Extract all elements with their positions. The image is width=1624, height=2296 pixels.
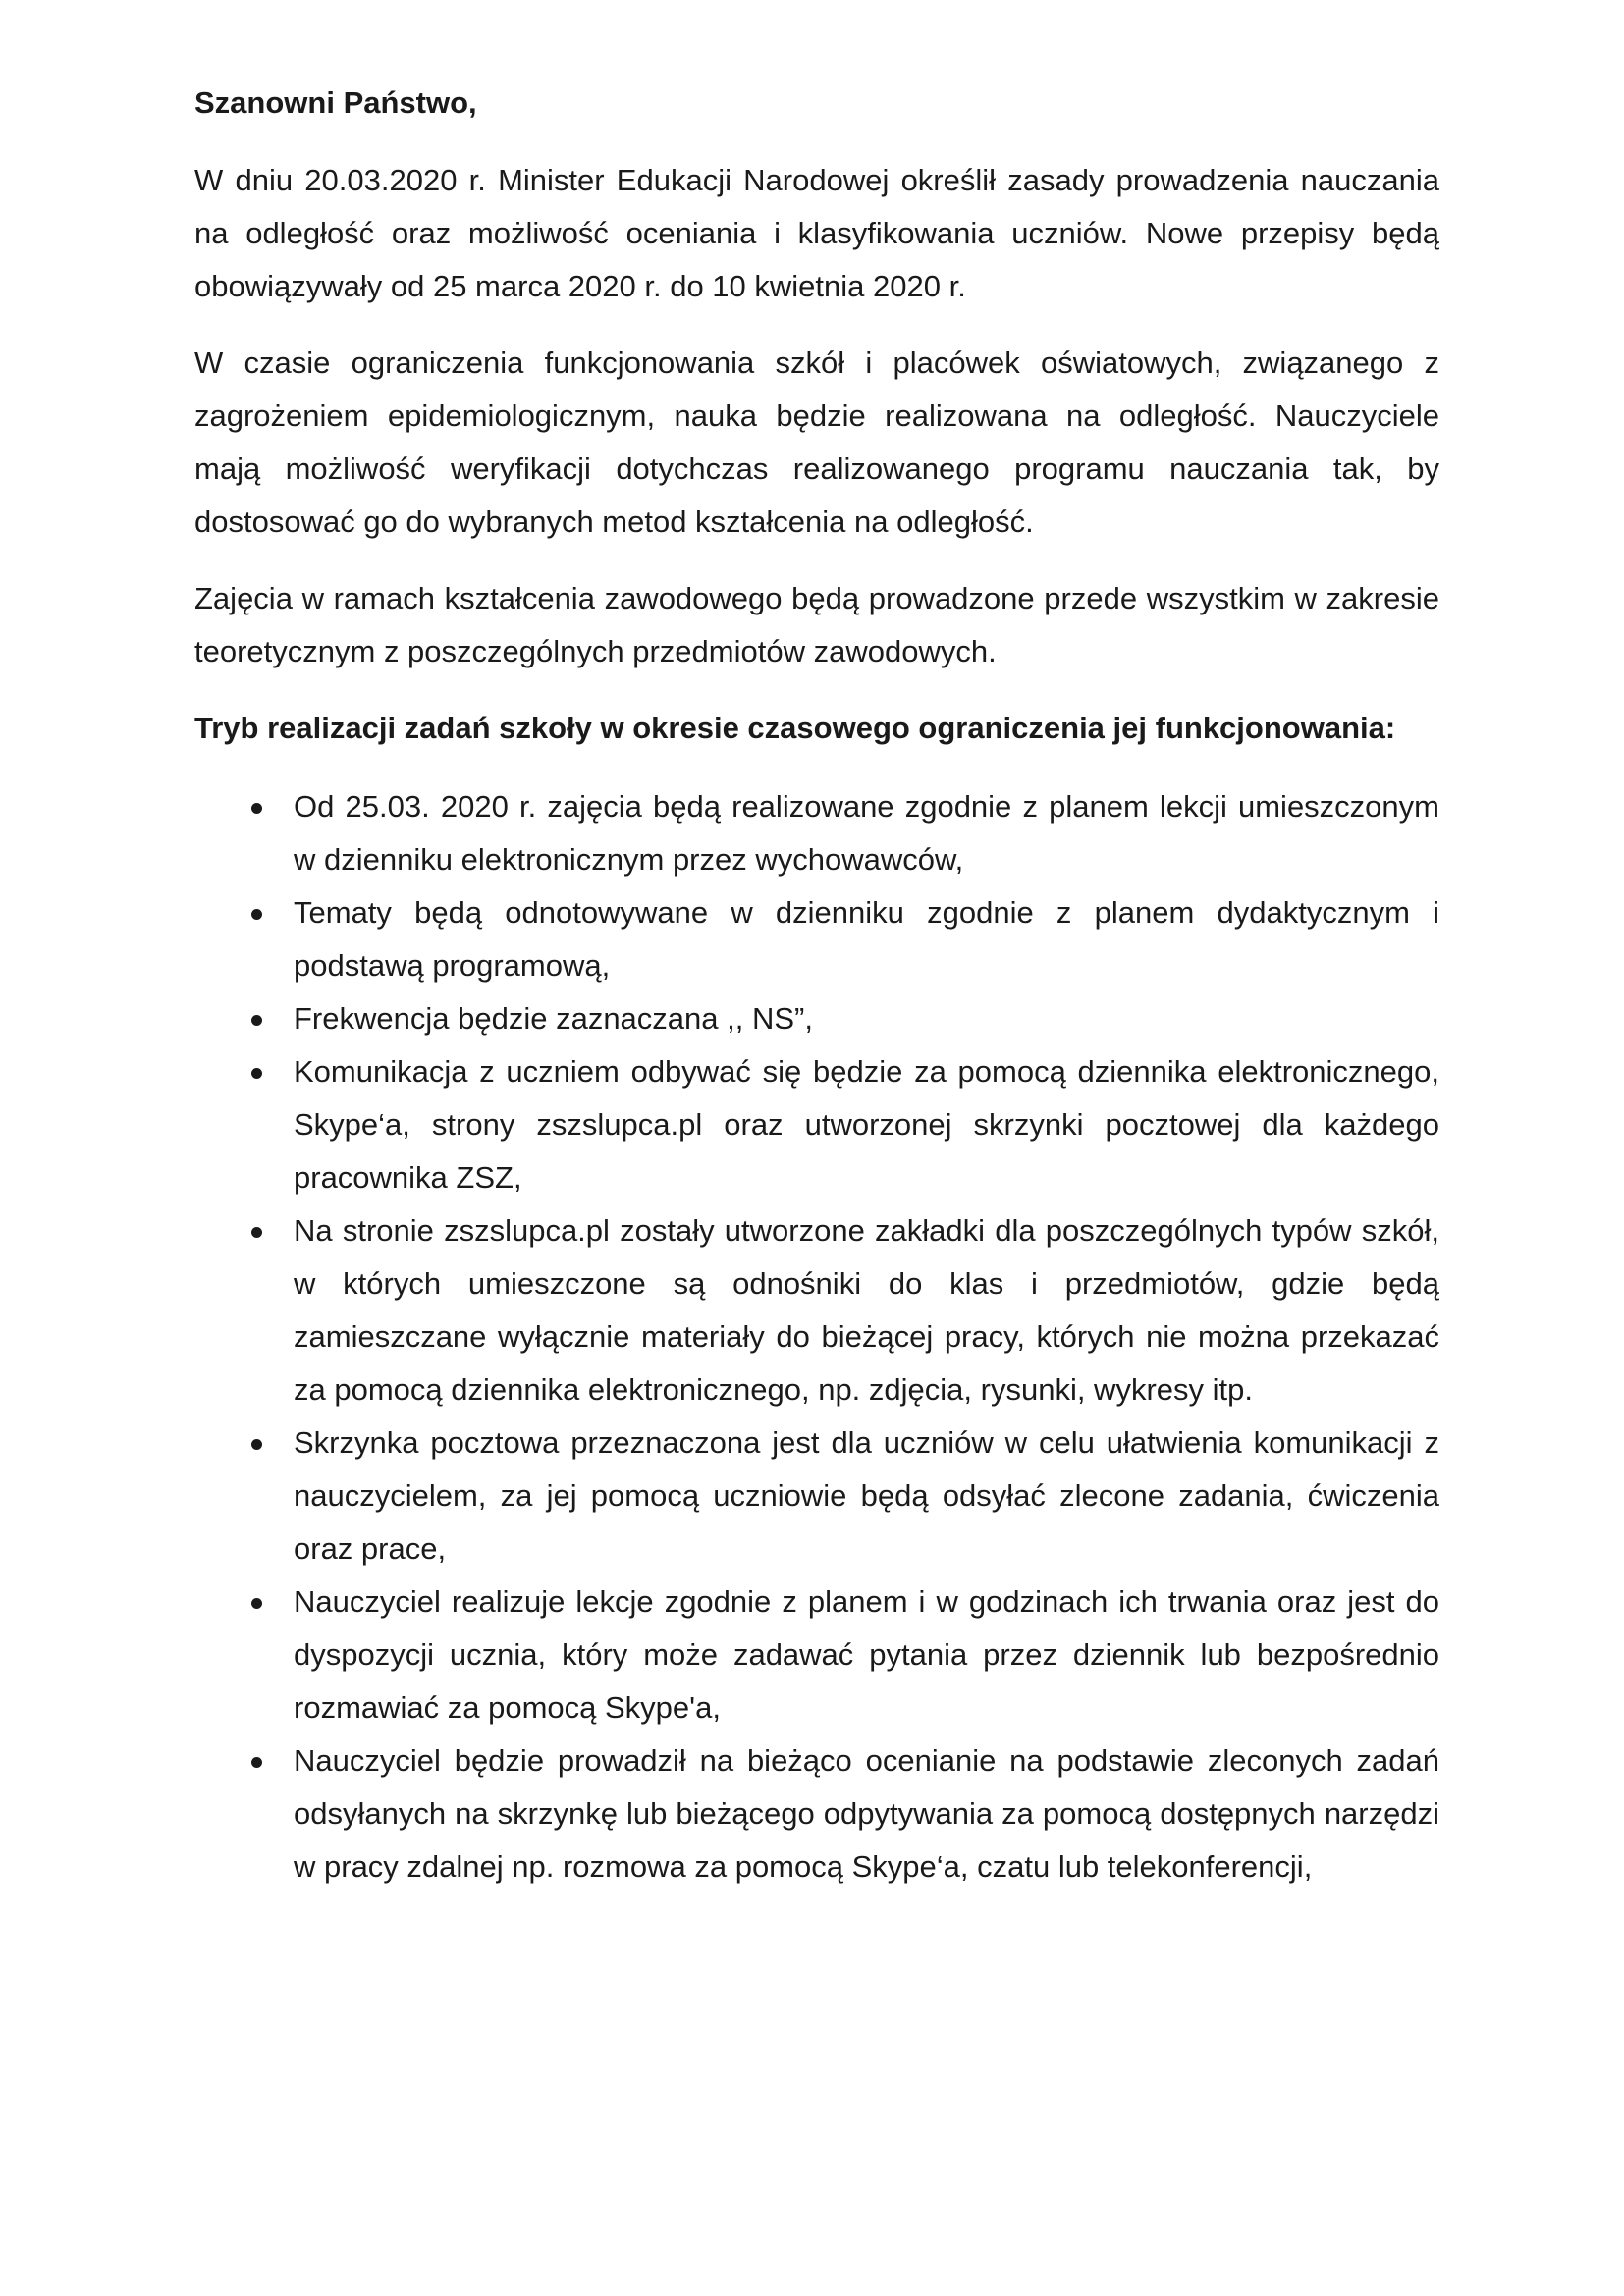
list-item xyxy=(194,780,1439,886)
bullet-icon xyxy=(251,1068,262,1079)
paragraph-regulation-dates: W dniu 20.03.2020 r. Minister Edukacji Narodowej określił zasady prowadzenia nauczania na odległość oraz możliwość oceniania i klasyfikowania uczniów. Nowe przepisy będą obowiązywały od 25 marca 2020 r. do 10 kwietnia 2020 r. xyxy=(194,163,1439,303)
bullet-icon xyxy=(251,803,262,814)
list-item-text: Nauczyciel realizuje lekcje zgodnie z planem i w godzinach ich trwania oraz jest do dyspozycji ucznia, który może zadawać pytania przez dziennik lub bezpośrednio rozmawiać za pomocą Skype'a, xyxy=(294,1584,1439,1725)
bullet-icon xyxy=(251,1598,262,1609)
bullet-icon xyxy=(251,1757,262,1768)
bullet-icon xyxy=(251,909,262,920)
list-item-text: Tematy będą odnotowywane w dzienniku zgodnie z planem dydaktycznym i podstawą programową, xyxy=(294,895,1439,983)
list-item xyxy=(194,1735,1439,1894)
list-item-text: Komunikacja z uczniem odbywać się będzie za pomocą dziennika elektronicznego, Skype‘a, strony zszslupca.pl oraz utworzonej skrzynki pocztowej dla każdego pracownika ZSZ, xyxy=(294,1054,1439,1195)
paragraph-remote-learning: W czasie ograniczenia funkcjonowania szkół i placówek oświatowych, związanego z zagrożeniem epidemiologicznym, nauka będzie realizowana na odległość. Nauczyciele mają możliwość weryfikacji dotychczas realizowanego programu nauczania tak, by dostosować go do wybranych metod kształcenia na odległość. xyxy=(194,346,1439,539)
document-page xyxy=(194,77,1439,1894)
bullet-icon xyxy=(251,1015,262,1026)
bullet-icon xyxy=(251,1439,262,1450)
list-item xyxy=(194,1575,1439,1735)
list-item xyxy=(194,886,1439,992)
list-item xyxy=(194,1204,1439,1416)
list-item-text: Skrzynka pocztowa przeznaczona jest dla uczniów w celu ułatwienia komunikacji z nauczycielem, za jej pomocą uczniowie będą odsyłać zlecone zadania, ćwiczenia oraz prace, xyxy=(294,1425,1439,1566)
list-item xyxy=(194,1416,1439,1575)
rules-list xyxy=(194,780,1439,1894)
paragraph-vocational-classes: Zajęcia w ramach kształcenia zawodowego będą prowadzone przede wszystkim w zakresie teoretycznym z poszczególnych przedmiotów zawodowych. xyxy=(194,581,1439,668)
bullet-icon xyxy=(251,1227,262,1238)
list-item-text: Od 25.03. 2020 r. zajęcia będą realizowane zgodnie z planem lekcji umieszczonym w dzienniku elektronicznym przez wychowawców, xyxy=(294,789,1439,877)
section-heading: Tryb realizacji zadań szkoły w okresie czasowego ograniczenia jej funkcjonowania: xyxy=(194,711,1396,745)
list-item xyxy=(194,992,1439,1045)
list-item xyxy=(194,1045,1439,1204)
list-item-text: Frekwencja będzie zaznaczana ,, NS”, xyxy=(294,1001,813,1036)
list-item-text: Na stronie zszslupca.pl zostały utworzone zakładki dla poszczególnych typów szkół, w których umieszczone są odnośniki do klas i przedmiotów, gdzie będą zamieszczane wyłącznie materiały do bieżącej pracy, których nie można przekazać za pomocą dziennika elektronicznego, np. zdjęcia, rysunki, wykresy itp. xyxy=(294,1213,1439,1407)
list-item-text: Nauczyciel będzie prowadził na bieżąco ocenianie na podstawie zleconych zadań odsyłanych na skrzynkę lub bieżącego odpytywania za pomocą dostępnych narzędzi w pracy zdalnej np. rozmowa za pomocą Skype‘a, czatu lub telekonferencji, xyxy=(294,1743,1439,1884)
greeting: Szanowni Państwo, xyxy=(194,85,477,120)
